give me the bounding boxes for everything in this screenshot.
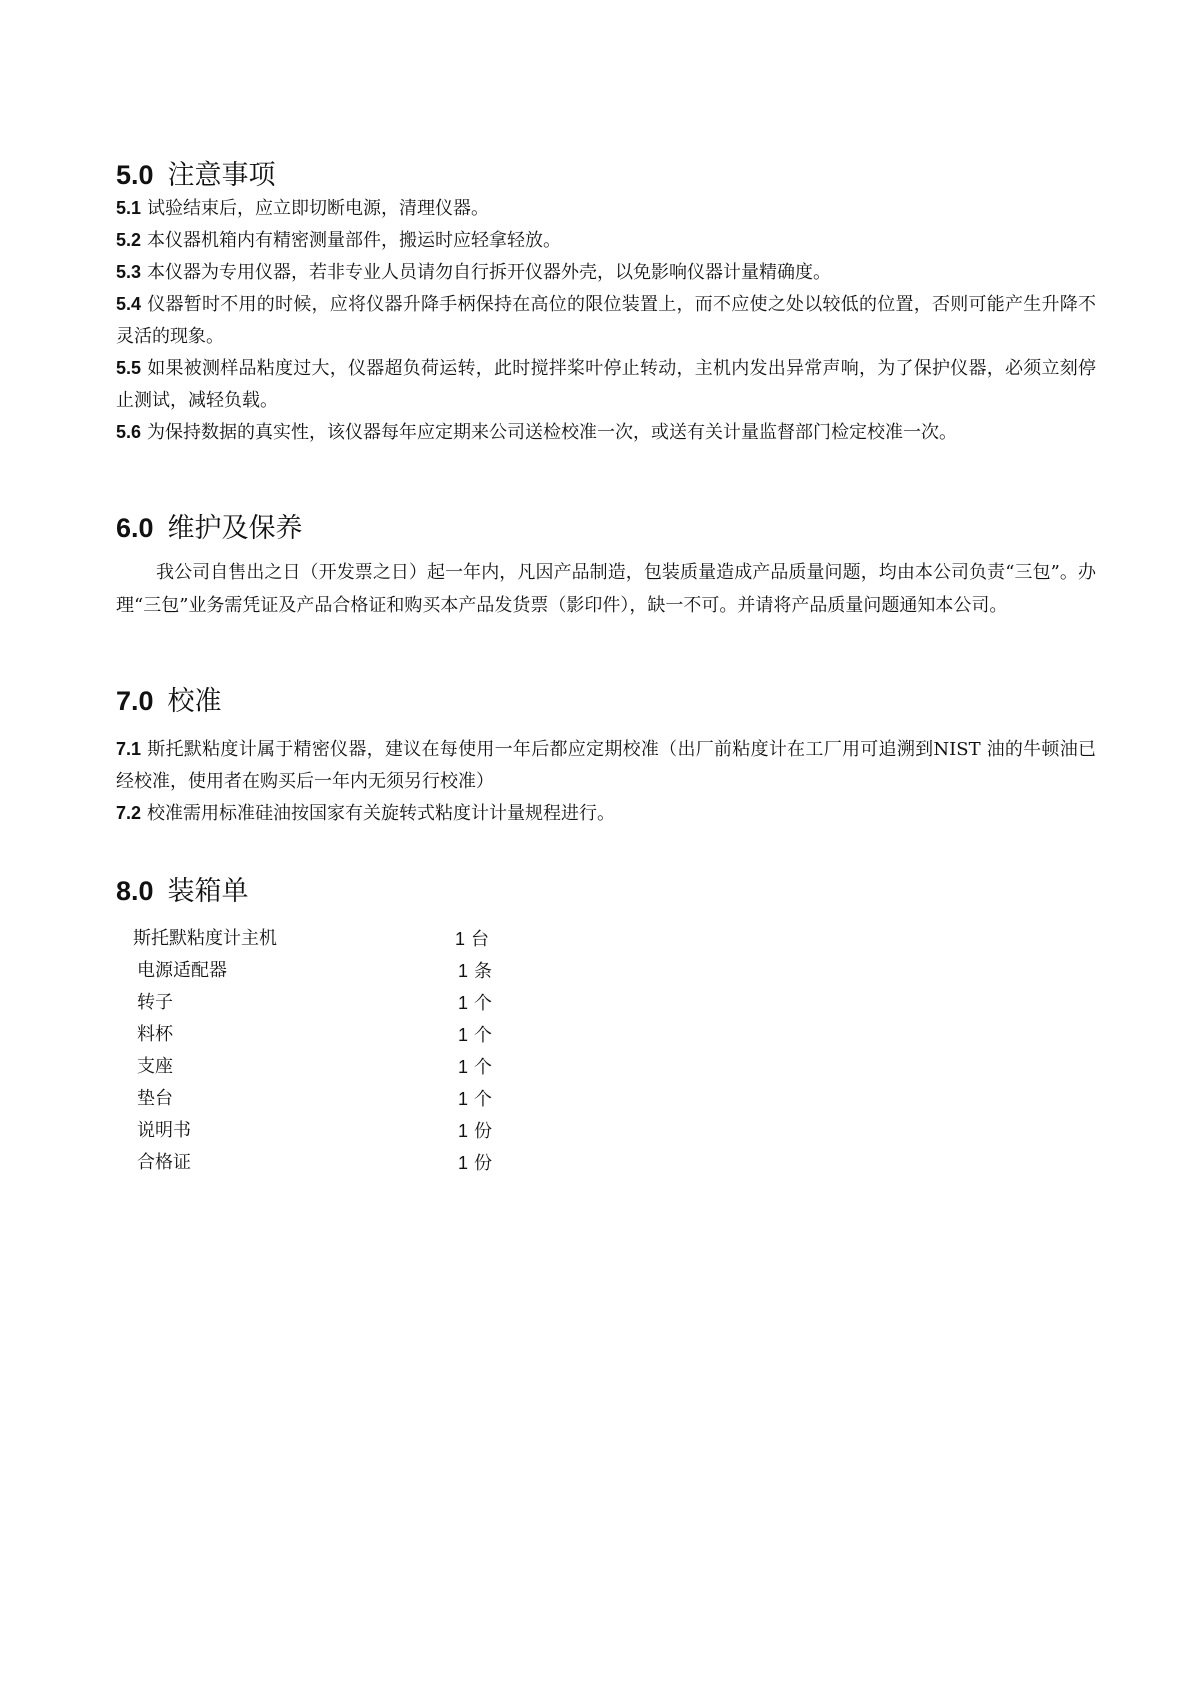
note-item xyxy=(116,288,1096,353)
packing-item-qty xyxy=(458,1051,492,1084)
item-number: 5.1 xyxy=(116,198,142,218)
qty-unit: 份 xyxy=(474,1121,493,1142)
section-heading-7 xyxy=(116,684,222,719)
section-number: 5.0 xyxy=(116,160,154,190)
packing-item-qty xyxy=(458,987,492,1020)
packing-item-name: 斯托默粘度计主机 xyxy=(133,928,277,949)
qty-number: 1 xyxy=(458,1057,469,1077)
item-text: 仪器暂时不用的时候，应将仪器升降手柄保持在高位的限位装置上，而不应使之处以较低的位置，否则可能产生升降不灵活的现象。 xyxy=(116,294,1096,347)
section-heading-8 xyxy=(116,874,249,909)
section-number: 7.0 xyxy=(116,686,154,716)
packing-item-qty xyxy=(458,1083,492,1116)
qty-number: 1 xyxy=(458,1153,469,1173)
packing-item-name: 转子 xyxy=(137,992,173,1013)
note-item xyxy=(116,192,1096,225)
qty-unit: 台 xyxy=(471,929,490,950)
qty-unit: 个 xyxy=(474,1057,493,1078)
item-text: 如果被测样品粘度过大，仪器超负荷运转，此时搅拌桨叶停止转动，主机内发出异常声响，为了保护仪器，必须立刻停止测试，减轻负载。 xyxy=(116,358,1096,411)
packing-item-qty xyxy=(458,1019,492,1052)
item-text: 校准需用标准硅油按国家有关旋转式粘度计计量规程进行。 xyxy=(147,803,616,824)
qty-unit: 个 xyxy=(474,993,493,1014)
packing-item-name: 合格证 xyxy=(137,1152,191,1173)
packing-item-name: 垫台 xyxy=(137,1088,173,1109)
qty-number: 1 xyxy=(455,929,466,949)
calibration-item xyxy=(116,797,1096,830)
qty-unit: 份 xyxy=(474,1153,493,1174)
note-item xyxy=(116,256,1096,289)
packing-item-qty xyxy=(455,923,489,956)
item-number: 5.5 xyxy=(116,358,142,378)
packing-item-qty xyxy=(458,1147,492,1180)
item-number: 5.2 xyxy=(116,230,142,250)
note-item xyxy=(116,352,1096,417)
item-text: 斯托默粘度计属于精密仪器，建议在每使用一年后都应定期校准（出厂前粘度计在工厂用可追溯到NIST 油的牛顿油已经校准，使用者在购买后一年内无须另行校准） xyxy=(116,739,1096,792)
section-number: 8.0 xyxy=(116,876,154,906)
item-text: 本仪器为专用仪器，若非专业人员请勿自行拆开仪器外壳，以免影响仪器计量精确度。 xyxy=(147,262,832,283)
item-text: 为保持数据的真实性，该仪器每年应定期来公司送检校准一次，或送有关计量监督部门检定校准一次。 xyxy=(147,422,958,443)
item-number: 5.3 xyxy=(116,262,142,282)
section-title: 装箱单 xyxy=(167,876,249,907)
qty-number: 1 xyxy=(458,1025,469,1045)
packing-item-qty xyxy=(458,955,492,988)
packing-item-name: 说明书 xyxy=(137,1120,191,1141)
note-item xyxy=(116,416,1096,449)
item-number: 5.4 xyxy=(116,294,142,314)
qty-number: 1 xyxy=(458,961,469,981)
warranty-paragraph: 我公司自售出之日（开发票之日）起一年内，凡因产品制造，包装质量造成产品质量问题，均由本公司负责“三包”。办理“三包”业务需凭证及产品合格证和购买本产品发货票（影印件），缺一不可。并请将产品质量问题通知本公司。 xyxy=(116,562,1096,616)
qty-unit: 个 xyxy=(474,1089,493,1110)
section-title: 校准 xyxy=(167,686,222,717)
section-heading-6 xyxy=(116,511,303,546)
item-text: 试验结束后，应立即切断电源，清理仪器。 xyxy=(147,198,490,219)
packing-item-name: 电源适配器 xyxy=(137,960,227,981)
section-heading-5 xyxy=(116,158,276,193)
section-title: 注意事项 xyxy=(167,160,276,191)
qty-number: 1 xyxy=(458,1089,469,1109)
item-number: 5.6 xyxy=(116,422,142,442)
section-number: 6.0 xyxy=(116,513,154,543)
packing-item-qty xyxy=(458,1115,492,1148)
section-title: 维护及保养 xyxy=(167,513,303,544)
packing-item-name: 支座 xyxy=(137,1056,173,1077)
calibration-item xyxy=(116,733,1096,798)
qty-number: 1 xyxy=(458,1121,469,1141)
item-number: 7.1 xyxy=(116,739,142,759)
note-item xyxy=(116,224,1096,257)
item-text: 本仪器机箱内有精密测量部件，搬运时应轻拿轻放。 xyxy=(147,230,562,251)
qty-unit: 条 xyxy=(474,961,493,982)
qty-unit: 个 xyxy=(474,1025,493,1046)
item-number: 7.2 xyxy=(116,803,142,823)
packing-item-name: 料杯 xyxy=(137,1024,173,1045)
qty-number: 1 xyxy=(458,993,469,1013)
